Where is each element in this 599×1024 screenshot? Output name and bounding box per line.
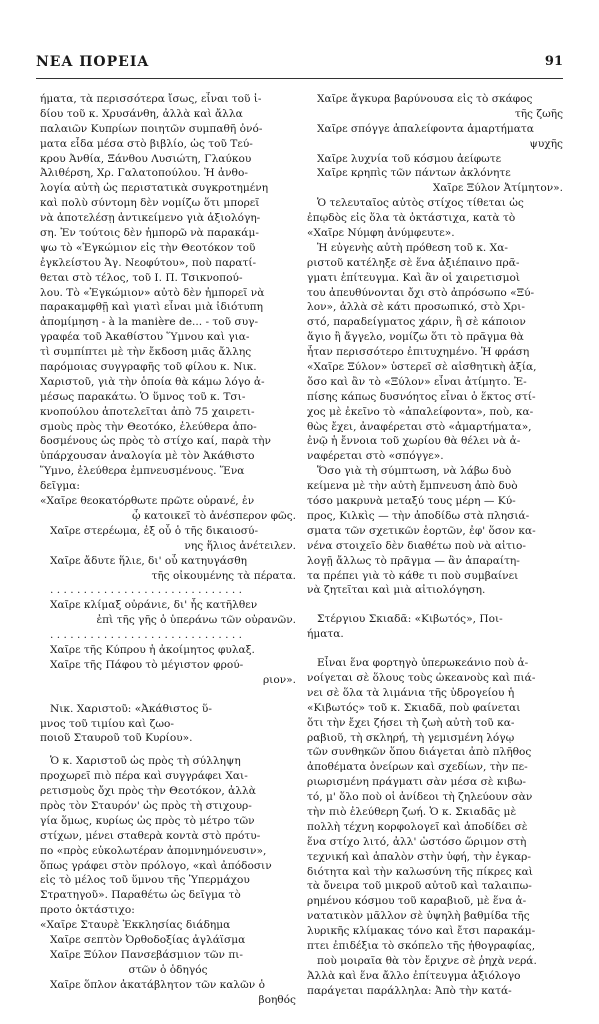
review-heading: Στέργιου Σκιαδᾶ: «Κιβωτός», Ποι- [317,613,503,626]
text-line: Εἶναι ἕνα φορτηγὸ ὑπερωκεάνιο ποὺ ἀ- [317,657,529,670]
text-line: πρὸς τὸν Σταυρόν' ὡς πρὸς τὴ στιχουρ- [40,799,252,812]
text-line: Ὅσο γιὰ τὴ σύμπτωση, νὰ λάβω δυὸ [317,465,512,478]
text-line: νένα στοιχεῖο δὲν διαθέτω ποὺ νὰ αἰτιο- [307,539,526,552]
text-line: δοσμένους ὡς πρὸς τὸ στίχο καί, παρὰ τὴν [40,435,271,448]
verse-line: ἐπὶ τῆς γῆς ὁ ὑπεράνω τῶν οὐρανῶν. [96,614,296,627]
text-line: πίσης κάπως δυσνόητος εἶναι ὁ ἕκτος στί- [307,390,536,403]
text-line: νὰ ἀποτελέσῃ ἀντικείμενο γιὰ ἀξιολόγη- [40,212,261,225]
text-line: ἅγιο ἢ ἄγγελο, νομίζω ὅτι τὸ πρᾶγμα θὰ [307,331,524,344]
text-line: Χαριστοῦ, γιὰ τὴν ὁποία θὰ κάμω λόγο ἀ- [40,375,265,388]
text-line: ναφέρεται στὸ «σπόγγε». [307,450,444,463]
verse-line: «Χαῖρε Σταυρὲ Ἐκκλησίας διάδημα [40,919,231,932]
header-rule [36,78,563,79]
verse-line: Χαῖρε ἄγκυρα βαρύνουσα εἰς τὸ σκάφος [317,93,533,105]
text-line: σματα τῶν σχετικῶν ἑορτῶν, ἐφ' ὅσον κα- [307,524,536,537]
text-line: παράγεται παράλληλα: Ἀπὸ τὴν κατά- [307,984,512,997]
verse-line: βοηθός [258,993,296,1006]
verse-line: Χαῖρε Ξύλον Ἀτίμητον». [432,182,563,195]
text-line: Ἀλλὰ καὶ ἕνα ἄλλο ἐπίτευγμα ἀξιόλογο [307,969,521,982]
text-line: θεται στὸ τέλος, τοῦ Ι. Π. Τσικνοπού- [40,271,243,284]
right-column [307,92,563,999]
text-line: ρετισμοὺς ὄχι πρὸς τὴν Θεοτόκον, ἀλλὰ [40,785,256,798]
text-line: κείμενα μὲ τὴν αὐτὴ ἔμπνευση ἀπὸ δυὸ [307,480,518,493]
text-line: «Κιβωτός» τοῦ κ. Σκιαδᾶ, ποὺ φαίνεται [307,701,521,714]
verse-line: Χαῖρε τῆς Πάφου τὸ μέγιστον φρού- [50,658,244,671]
text-line: ὅτι τὴν ἔχει ζήσει τὴ ζωὴ αὐτὴ τοῦ κα- [307,716,515,729]
verse-line: Χαῖρε κρηπὶς τῶν πάντων ἀκλόνητε [317,167,511,180]
text-line: θὼς ἔχει, ἀναφέρεται στὸ «ἁμαρτήματα», [307,420,532,433]
verse-line: Χαῖρε Ξύλον Πανσεβάσμιον τῶν πι- [50,948,244,961]
text-line: ριωρισμένη πράγματι σὰν μέσα σὲ κιβω- [307,776,526,789]
journal-title: ΝΕΑ ΠΟΡΕΙΑ [36,54,150,70]
text-line: τῶν συνθηκῶν ὅπου διάγεται ἀπὸ πλῆθος [307,746,532,759]
verse-line: Χαῖρε κλίμαξ οὐράνιε, δι' ἧς κατῆλθεν [50,599,258,612]
text-line: παρακαμφθῇ καὶ γιατὶ εἶναι μιὰ ἰδιότυπη [40,301,263,314]
text-line: ση. Ἐν τούτοις δὲν ἠμπορῶ νὰ παρακάμ- [40,227,259,240]
text-line: Ὁ κ. Χαριστοῦ ὡς πρὸς τὴ σύλληψη [50,755,241,768]
text-line: ριστοῦ κατέληξε σὲ ἕνα ἀξιέπαινο πρᾶ- [307,256,520,269]
text-line: λογία αὐτὴ ὡς περιστατικὰ συγκροτημένη [40,182,269,195]
text-line: πο «πρὸς εὐκολωτέραν ἀπομνημόνευσιν», [40,844,267,857]
text-line: πτει ἐπιδέξια τὸ σκόπελο τῆς ἠθογραφίας, [307,939,536,952]
text-line: ματα εἶδα μέσα στὸ βιβλίο, ὡς τοῦ Τεύ- [40,137,253,150]
text-line: Ἡ εὐγενὴς αὐτὴ πρόθεση τοῦ κ. Χα- [317,241,508,254]
verse-line: νης ἥλιος ἀνέτειλεν. [184,539,296,552]
text-line: ἀπομίμηση - à la manière de... - τοῦ συγ- [40,316,259,329]
verse-line: ᾧ κατοικεῖ τὸ ἀνέσπερον φῶς. [132,509,296,522]
text-line: «Χαῖρε Ξύλον» ὑστερεῖ σὲ αἰσθητικὴ ἀξία, [307,361,537,374]
text-line: ἐγκλείστου Ἁγ. Νεοφύτου», ποὺ παρατί- [40,256,257,269]
text-line: σμοὺς πρὸς τὴν Θεοτόκο, ἐλεύθερα ἀπο- [40,420,257,433]
text-line: Στρατηγοῦ». Παραθέτω ὡς δεῖγμα τὸ [40,889,241,902]
text-line: τό, μ' ὅλο ποὺ οἱ ἀνίδεοι τὴ ζηλεύουν σὰν [307,791,533,804]
text-line: ποὺ μοιραῖα θὰ τὸν ἔριχνε σὲ ῥηχὰ νερά. [317,954,537,967]
left-column [40,92,296,1007]
page-header [36,54,563,74]
ellipsis-line: . . . . . . . . . . . . . . . . . . . . . . . . . . . . . [50,629,242,642]
text-line: στό, παραδείγματος χάριν, ἢ σὲ κάποιον [307,316,526,329]
text-line: τὶ συμπίπτει μὲ τὴν ἔκδοση μιᾶς ἄλλης [40,346,252,359]
text-line: ὑπάρχουσαν ἀναλογία μὲ τὸν Ἀκάθιστο [40,450,255,463]
text-line: λον», ἀλλὰ σὲ κάτι προσωπικό, στὸ Χρι- [307,301,525,314]
text-line: μέσως παρακάτω. Ὁ ὕμνος τοῦ κ. Τσι- [40,390,246,403]
verse-line: Χαῖρε σπόγγε ἀπαλείφοντα ἁμαρτήματα [317,122,534,135]
text-line: ὅπως γράφει στὸν πρόλογο, «καὶ ἀπόδοσιν [40,859,272,872]
text-line: ψω τὸ «Ἐγκώμιον εἰς τὴν Θεοτόκον τοῦ [40,241,256,254]
text-line: ἐπῳδὸς εἰς ὅλα τὰ ὀκτάστιχα, κατὰ τὸ [307,212,516,225]
text-line: λου. Τὸ «Ἐγκώμιον» αὐτὸ δὲν ἠμπορεῖ νὰ [40,286,265,299]
verse-line: Χαῖρε σεπτὸν Ὀρθοδοξίας ἀγλάϊσμα [50,933,246,946]
verse-line: Χαῖρε τῆς Κύπρου ἡ ἀκοίμητος φυλαξ. [50,643,255,656]
text-line: τα πρέπει γιὰ τὸ κάθε τι ποὺ συμβαίνει [307,569,519,582]
text-line: κνοπούλου ἀποτελεῖται ἀπὸ 75 χαιρετι- [40,405,255,418]
text-line: Ὕμνο, ἐλεύθερα ἐμπνευσμένους. Ἕνα [40,465,245,478]
verse-line: τῆς οἰκουμένης τὰ πέρατα. [151,569,296,582]
review-heading: ποιοῦ Σταυροῦ τοῦ Κυρίου». [40,732,193,745]
text-line: ἕνα στίχο λιτό, ἀλλ' ὡστόσο ὥριμον στὴ [307,835,527,848]
text-line: δίου τοῦ κ. Χρυσάνθη, ἀλλὰ καὶ ἄλλα [40,107,243,120]
text-line: λογῇ ἄλλως τὸ πρᾶγμα — ἂν ἀπαραίτη- [307,554,520,567]
verse-line: Χαῖρε ἄδυτε ἥλιε, δι' οὗ κατηυγάσθη [50,554,247,567]
text-line: προτο ὀκτάστιχο: [40,904,135,917]
verse-line: Χαῖρε στερέωμα, ἐξ οὗ ὁ τῆς δικαιοσύ- [50,524,259,537]
text-line: νοίγεται σὲ ὅλους τοὺς ὠκεανοὺς καὶ πιά- [307,671,536,684]
text-line: ὅσο καὶ ἂν τὸ «Ξύλον» εἶναι ἀτίμητο. Ἐ- [307,375,527,388]
ellipsis-line: . . . . . . . . . . . . . . . . . . . . . . . . . . . . . [50,584,242,597]
text-line: προχωρεῖ πιὸ πέρα καὶ συγγράφει Χαι- [40,770,248,783]
text-line: λυρικῆς κλίμακας τόνο καὶ ἔτσι παρακάμ- [307,925,536,938]
text-line: γραφέα τοῦ Ἀκαθίστου Ὕμνου καὶ για- [40,331,250,344]
verse-line: Χαῖρε ὅπλον ἀκατάβλητον τῶν καλῶν ὁ [50,978,265,991]
text-line: ἀποθέματα ὀνείρων καὶ σχεδίων, τὴν πε- [307,761,528,774]
text-line: κρου Ἀνθία, Ξάνθου Λυσιώτη, Γλαύκου [40,152,252,165]
verse-line: ριον». [262,673,296,686]
text-line: παλαιῶν Κυπρίων ποιητῶν συμπαθῆ ὀνό- [40,122,263,135]
text-line: τόσο μακρυνὰ μεταξύ τους μέρη — Κύ- [307,495,516,508]
text-line: δεῖγμα: [40,480,80,493]
text-line: τὰ ὄνειρα τοῦ μικροῦ αὐτοῦ καὶ ταλαιπω- [307,880,532,893]
text-line: πολλὴ τέχνη κορφολογεῖ καὶ ἀποδίδει σὲ [307,820,528,833]
text-line: ραβιοῦ, τὴ σκληρή, τὴ γεμισμένη λόγῳ [307,731,515,744]
text-line: παρόμοιας συγγραφῆς τοῦ φίλου κ. Νικ. [40,361,257,374]
verse-line: τῆς ζωῆς [514,107,563,120]
text-line: διότητα καὶ τὴν καλωσύνη τῆς πίκρες καὶ [307,865,533,878]
text-line: νατατικὸν μᾶλλον σὲ ὑψηλὴ βαθμίδα τῆς [307,910,530,923]
review-heading: Νικ. Χαριστοῦ: «Ἀκάθιστος ὕ- [50,702,212,715]
text-line: Ὁ τελευταῖος αὐτὸς στίχος τίθεται ὡς [317,197,524,210]
text-line: «Χαῖρε Νύμφη ἀνύμφευτε». [307,227,455,240]
verse-line: ψυχῆς [529,137,563,150]
text-line: ήματα, τὰ περισσότερα ἴσως, εἶναι τοῦ ἰ- [40,93,262,105]
text-line: νει σὲ ὅλα τὰ λιμάνια τῆς ὑδρογείου ἡ [307,686,515,699]
review-heading: ήματα. [307,628,344,641]
text-line: νὰ ζητεῖται καὶ μιὰ αἰτιολόγηση. [307,584,486,597]
text-line: ἦταν περισσότερο ἐπιτυχημένο. Ἡ φράση [307,346,530,359]
text-line: προς, Κιλκὶς — τὴν ἀποδίδω στὰ πλησιά- [307,509,530,522]
text-line: εἰς τὸ μέλος τοῦ ὕμνου τῆς Ὑπερμάχου [40,874,250,887]
text-line: του ἀπευθύνονται ὄχι στὸ ἀπρόσωπο «Ξύ- [307,286,535,299]
page-number: 91 [544,54,563,69]
text-line: τὴν πιὸ ἐλεύθερη ζωή. Ὁ κ. Σκιαδᾶς μὲ [307,805,517,818]
text-line: ρημένου κόσμου τοῦ καραβιοῦ, μὲ ἕνα ἀ- [307,895,527,908]
text-line: χος μὲ ἐκεῖνο τὸ «ἀπαλείφοντα», ποὺ, κα- [307,405,534,418]
verse-line: Χαῖρε λυχνία τοῦ κόσμου ἀείφωτε [317,152,502,165]
text-line: Ἀλιθέρση, Χρ. Γαλατοπούλου. Ἡ ἀνθο- [40,167,248,180]
verse-line: στῶν ὁ ὁδηγός [128,963,208,976]
text-line: καὶ πολὺ σύντομη δὲν νομίζω ὅτι μπορεῖ [40,197,260,210]
verse-line: «Χαῖρε θεοκατόρθωτε πρῶτε οὐρανέ, ἐν [40,495,255,508]
text-line: στίχων, μένει σταθερὰ κοντὰ στὸ πρότυ- [40,829,261,842]
text-line: τεχνική καὶ ἁπαλὸν στὴν ὑφή, τὴν ἐγκαρ- [307,850,531,863]
text-line: ἐνῷ ἡ ἔννοια τοῦ χωρίου θὰ θέλει νὰ ἀ- [307,435,521,448]
review-heading: μνος τοῦ τιμίου καὶ ζωο- [40,717,174,730]
text-line: γία ὅμως, κυρίως ὡς πρὸς τὸ μέτρο τῶν [40,814,255,827]
text-line: γματι ἐπίτευγμα. Καὶ ἂν οἱ χαιρετισμοὶ [307,271,521,284]
